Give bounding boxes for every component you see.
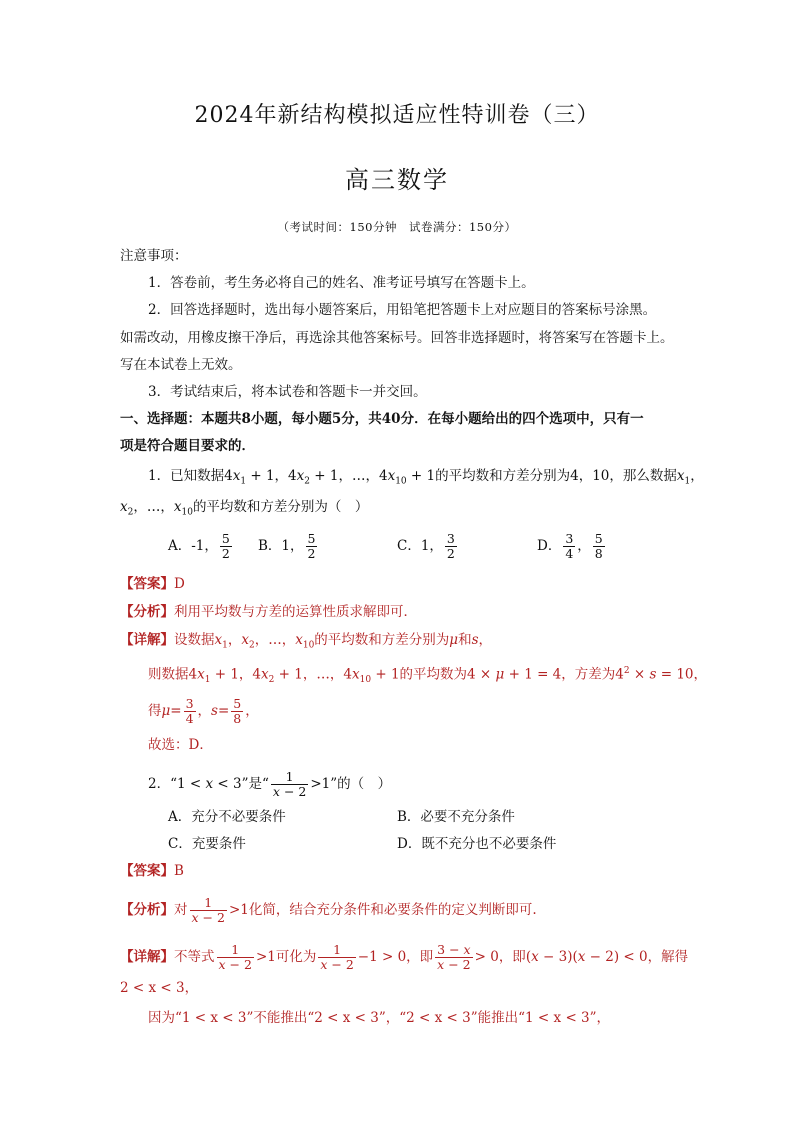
q1-stem-text: 1．已知数据 xyxy=(148,468,225,484)
q2-analysis: 【分析】对 $\frac{1}{x - 2}$ >1化简，结合充分条件和必要条件的定义判断即可. xyxy=(120,895,537,925)
q2-stem-text-2: ”是“ xyxy=(241,776,269,792)
q2-option-c[interactable]: C．充要条件 xyxy=(168,836,246,852)
q1-option-d[interactable]: D． $\frac{3}{4}$ ， $\frac{5}{8}$ xyxy=(537,531,603,561)
q1-option-c-label: C．1， xyxy=(397,538,443,554)
q2-detail-text-1: 不等式 xyxy=(174,949,215,965)
q2-detail-line2: 2 < x < 3， xyxy=(120,980,199,996)
notice-heading: 注意事项： xyxy=(120,248,188,264)
q2-analysis-label: 【分析】 xyxy=(120,902,174,918)
q1-stem-text-3: 的平均数和方差分别为（ ） xyxy=(192,499,369,515)
q1-option-c[interactable]: C．1， $\frac{3}{2}$ xyxy=(397,531,455,561)
q2-option-b[interactable]: B．必要不充分条件 xyxy=(397,809,515,825)
q2-stem: 2．“1 < x < 3”是“ $\frac{1}{x - 2}$ >1”的（ ） xyxy=(148,769,392,799)
notice-item-3: 3．考试结束后，将本试卷和答题卡一并交回。 xyxy=(148,384,427,400)
q1-option-d-label: D． xyxy=(537,538,562,554)
q2-detail-line3: 因为“1 < x < 3”不能推出“2 < x < 3”，“2 < x < 3”能推出“1 < x < 3”， xyxy=(148,1010,611,1026)
q1-detail-text-5: ，方差为 xyxy=(561,666,616,683)
q2-answer-label: 【答案】 xyxy=(120,863,174,879)
q2-answer-value: B xyxy=(174,863,184,879)
q1-analysis-text: 利用平均数与方差的运算性质求解即可． xyxy=(174,604,417,620)
q2-detail-text-2: 可化为 xyxy=(275,949,317,965)
q2-detail-label: 【详解】 xyxy=(120,949,174,965)
q2-stem-text-1: 2．“ xyxy=(148,776,177,792)
q1-option-b[interactable]: B．1， $\frac{5}{2}$ xyxy=(258,531,316,561)
q1-conclusion: 故选：D． xyxy=(148,737,213,753)
notice-item-2a: 2．回答选择题时，选出每小题答案后，用铅笔把答题卡上对应题目的答案标号涂黑。 xyxy=(148,302,657,318)
q1-detail-line2: 则数据$4x_1 + 1$，$4x_2 + 1$，…，$4x_{10} + 1$的平均数为4 × μ + 1 = 4，方差为$4^2 \times s = 10$， xyxy=(148,666,708,686)
q1-detail-text-3: 则数据 xyxy=(148,666,189,683)
q1-answer-label: 【答案】 xyxy=(120,576,174,592)
q2-answer xyxy=(120,861,184,881)
q1-detail-text-2: 的平均数和方差分别为 xyxy=(314,632,450,648)
section-heading-line2: 项是符合题目要求的． xyxy=(120,438,255,454)
q1-option-a-label: A．-1， xyxy=(168,538,218,554)
q2-option-a[interactable]: A．充分不必要条件 xyxy=(168,809,286,825)
q1-option-a[interactable]: A．-1， $\frac{5}{2}$ xyxy=(168,531,230,561)
q1-analysis-label: 【分析】 xyxy=(120,604,174,620)
q1-detail-label: 【详解】 xyxy=(120,632,174,648)
notice-item-2c: 写在本试卷上无效。 xyxy=(120,357,242,373)
q1-detail-line3: 得μ= $\frac{3}{4}$ ，s= $\frac{5}{8}$ ， xyxy=(148,696,259,726)
notice-item-1: 1．答卷前，考生务必将自己的姓名、准考证号填写在答题卡上。 xyxy=(148,275,535,291)
q2-detail-line1: 【详解】不等式 $\frac{1}{x - 2}$ >1可化为 $\frac{1}{x - 2}$ −1 > 0，即 $\frac{3 - x}{x - 2}$ > 0，即(x − 3)(x − 2) < 0，解得 xyxy=(120,942,689,972)
exam-title: 2024年新结构模拟适应性特训卷（三） xyxy=(194,103,600,128)
q1-detail-line1: 【详解】设数据$x_1$，$x_2$，…，$x_{10}$的平均数和方差分别为μ和s， xyxy=(120,632,493,651)
q1-detail-text-1: 设数据 xyxy=(174,632,215,648)
q2-detail-text-3: ，即 xyxy=(406,949,434,965)
exam-info: （考试时间：150分钟 试卷满分：150分） xyxy=(277,220,517,234)
q2-stem-text-3: ”的（ ） xyxy=(330,776,392,792)
q2-detail-text-4: ，即 xyxy=(498,949,526,965)
q1-stem-text-2: 的平均数和方差分别为4，10，那么数据 xyxy=(435,468,677,484)
q1-answer-value: D xyxy=(174,576,185,592)
q1-detail-text-6: 得 xyxy=(148,703,162,719)
q1-analysis xyxy=(120,602,417,622)
q1-stem-line2: $x_2$，…，$x_{10}$的平均数和方差分别为（ ） xyxy=(120,499,369,518)
q1-answer xyxy=(120,574,185,594)
q1-detail-text-4: 的平均数为 xyxy=(399,666,468,683)
q2-detail-text-5: ，解得 xyxy=(647,949,689,965)
q2-option-d[interactable]: D．既不充分也不必要条件 xyxy=(397,836,557,852)
q2-analysis-text-1: 对 xyxy=(174,902,188,918)
section-heading-line1: 一、选择题：本题共8小题，每小题5分，共40分．在每小题给出的四个选项中，只有一 xyxy=(120,411,644,427)
exam-subject: 高三数学 xyxy=(345,166,449,194)
q1-stem-line1: 1．已知数据$4x_1 + 1$，$4x_2 + 1$，…，$4x_{10} + 1$的平均数和方差分别为4，10，那么数据$x_1$， xyxy=(148,468,704,487)
q1-option-b-label: B．1， xyxy=(258,538,304,554)
q2-analysis-text-2: 化简，结合充分条件和必要条件的定义判断即可. xyxy=(248,902,537,918)
notice-item-2b: 如需改动，用橡皮擦干净后，再选涂其他答案标号。回答非选择题时，将答案写在答题卡上。 xyxy=(120,330,674,346)
